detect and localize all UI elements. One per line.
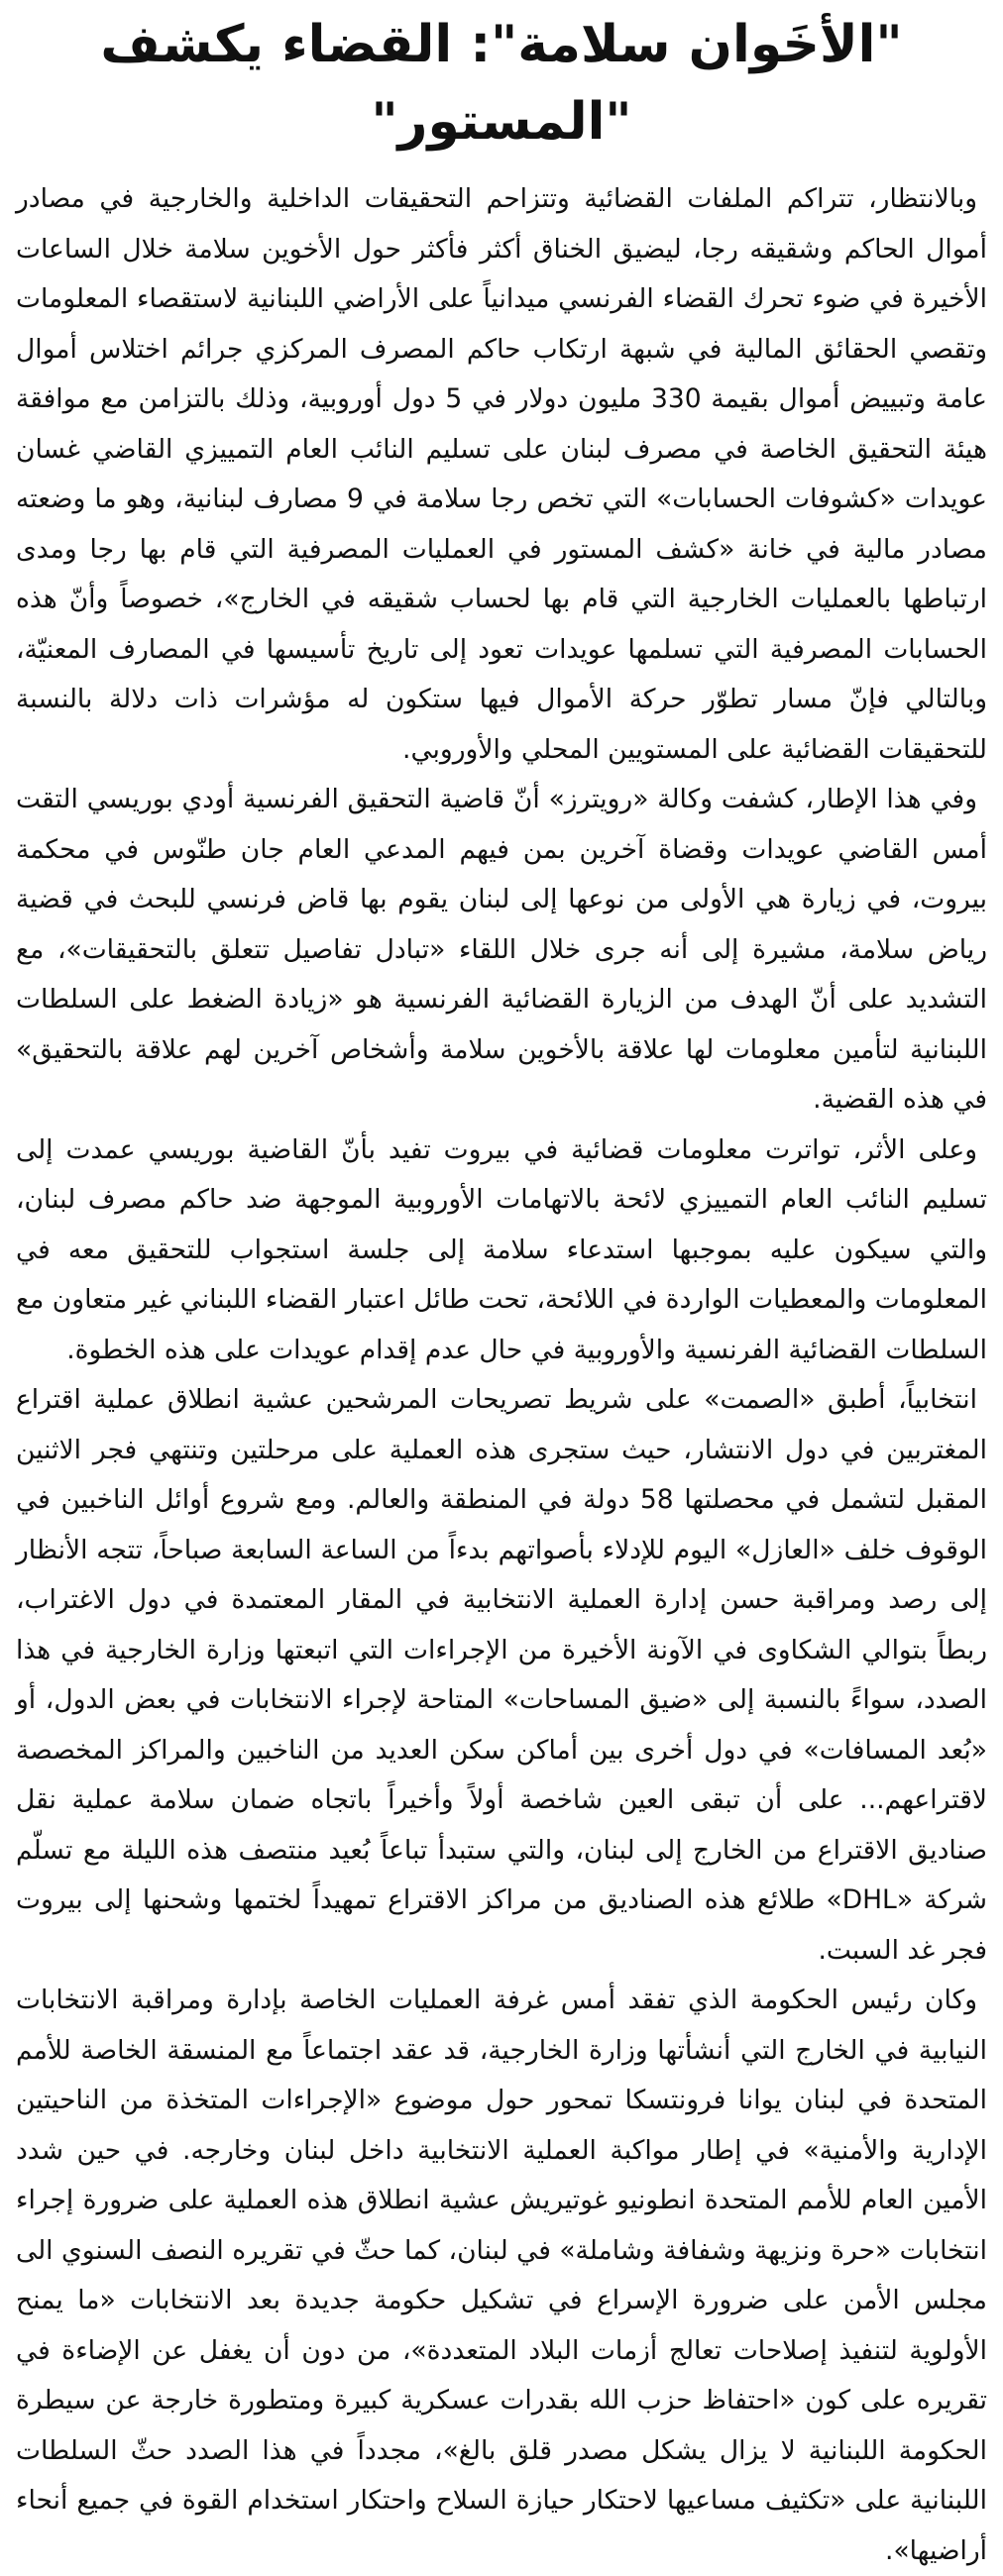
paragraph-5: وكان رئيس الحكومة الذي تفقد أمس غرفة العمليات الخاصة بإدارة ومراقبة الانتخابات النيابية في الخارج التي أنشأتها وزارة الخارجية، قد عقد اجتماعاً مع المنسقة الخاصة للأمم المتحدة في لبنان يوانا فرونتسكا تمحور حول موضوع «الإجراءات المتخذة من الناحيتين الإدارية والأمنية» في إطار مواكبة العملية الانتخابية داخل لبنان وخارجه. في حين شدد الأمين العام للأمم المتحدة انطونيو غوتيريش عشية انطلاق هذه العملية على ضرورة إجراء انتخابات «حرة ونزيهة وشفافة وشاملة» في لبنان، كما حثّ في تقريره النصف السنوي الى مجلس الأمن على ضرورة الإسراع في تشكيل حكومة جديدة بعد الانتخابات «ما يمنح الأولوية لتنفيذ إصلاحات تعالج أزمات البلاد المتعددة»، من دون أن يغفل عن الإضاءة في تقريره على كون «احتفاظ حزب الله بقدرات عسكرية كبيرة ومتطورة خارجة عن سيطرة الحكومة اللبنانية لا يزال يشكل مصدر قلق بالغ»، مجدداً في هذا الصدد حثّ السلطات اللبنانية على «تكثيف مساعيها لاحتكار حيازة السلاح واحتكار استخدام القوة في جميع أنحاء أراضيها».	[16, 1985, 987, 2566]
paragraph-2: وفي هذا الإطار، كشفت وكالة «رويترز» أنّ قاضية التحقيق الفرنسية أودي بوريسي التقت أمس القاضي عويدات وقضاة آخرين بمن فيهم المدعي العام جان طنّوس في محكمة بيروت، في زيارة هي الأولى من نوعها إلى لبنان يقوم بها قاض فرنسي للبحث في قضية رياض سلامة، مشيرة إلى أنه جرى خلال اللقاء «تبادل تفاصيل تتعلق بالتحقيقات»، مع التشديد على أنّ الهدف من الزيارة القضائية الفرنسية هو «زيادة الضغط على السلطات اللبنانية لتأمين معلومات لها علاقة بالأخوين سلامة وأشخاص آخرين لهم علاقة بالتحقيق» في هذه القضية.	[16, 784, 987, 1115]
paragraph-4: انتخابياً، أطبق «الصمت» على شريط تصريحات المرشحين عشية انطلاق عملية اقتراع المغتربين في دول الانتشار، حيث ستجرى هذه العملية على مرحلتين وتنتهي فجر الاثنين المقبل لتشمل في محصلتها 58 دولة في المنطقة والعالم. ومع شروع أوائل الناخبين في الوقوف خلف «العازل» اليوم للإدلاء بأصواتهم بدءاً من الساعة السابعة صباحاً، تتجه الأنظار إلى رصد ومراقبة حسن إدارة العملية الانتخابية في المقار المعتمدة في دول الاغتراب، ربطاً بتوالي الشكاوى في الآونة الأخيرة من الإجراءات التي اتبعتها وزارة الخارجية في هذا الصدد، سواءً بالنسبة إلى «ضيق المساحات» المتاحة لإجراء الانتخابات في بعض الدول، أو «بُعد المسافات» في دول أخرى بين أماكن سكن العديد من الناخبين والمراكز المخصصة لاقتراعهم... على أن تبقى العين شاخصة أولاً وأخيراً باتجاه ضمان سلامة عملية نقل صناديق الاقتراع من الخارج إلى لبنان، والتي ستبدأ تباعاً بُعيد منتصف هذه الليلة مع تسلّم شركة «DHL» طلائع هذه الصناديق من مراكز الاقتراع تمهيداً لختمها وشحنها إلى بيروت فجر غد السبت.	[16, 1384, 987, 1966]
paragraph-1: وبالانتظار، تتراكم الملفات القضائية وتتزاحم التحقيقات الداخلية والخارجية في مصادر أموال الحاكم وشقيقه رجا، ليضيق الخناق أكثر فأكثر حول الأخوين سلامة خلال الساعات الأخيرة في ضوء تحرك القضاء الفرنسي ميدانياً على الأراضي اللبنانية لاستقصاء المعلومات وتقصي الحقائق المالية في شبهة ارتكاب حاكم المصرف المركزي جرائم اختلاس أموال عامة وتبييض أموال بقيمة 330 مليون دولار في 5 دول أوروبية، وذلك بالتزامن مع موافقة هيئة التحقيق الخاصة في مصرف لبنان على تسليم النائب العام التمييزي القاضي غسان عويدات «كشوفات الحسابات» التي تخص رجا سلامة في 9 مصارف لبنانية، وهو ما وضعته مصادر مالية في خانة «كشف المستور في العمليات المصرفية التي قام بها رجا ومدى ارتباطها بالعمليات الخارجية التي قام بها لحساب شقيقه في الخارج»، خصوصاً وأنّ هذه الحسابات المصرفية التي تسلمها عويدات تعود إلى تاريخ تأسيسها في المصارف المعنيّة، وبالتالي فإنّ مسار تطوّر حركة الأموال فيها ستكون له مؤشرات ذات دلالة بالنسبة للتحقيقات القضائية على المستويين المحلي والأوروبي.	[16, 183, 987, 765]
article-headline: "الأخَوان سلامة": القضاء يكشف "المستور"	[100, 15, 903, 152]
paragraph-3: وعلى الأثر، تواترت معلومات قضائية في بيروت تفيد بأنّ القاضية بوريسي عمدت إلى تسليم النائب العام التمييزي لائحة بالاتهامات الأوروبية الموجهة ضد حاكم مصرف لبنان، والتي سيكون عليه بموجبها استدعاء سلامة إلى جلسة استجواب للتحقيق معه في المعلومات والمعطيات الواردة في اللائحة، تحت طائل اعتبار القضاء اللبناني غير متعاون مع السلطات القضائية الفرنسية والأوروبية في حال عدم إقدام عويدات على هذه الخطوة.	[16, 1133, 987, 1365]
article-body	[16, 174, 987, 2576]
